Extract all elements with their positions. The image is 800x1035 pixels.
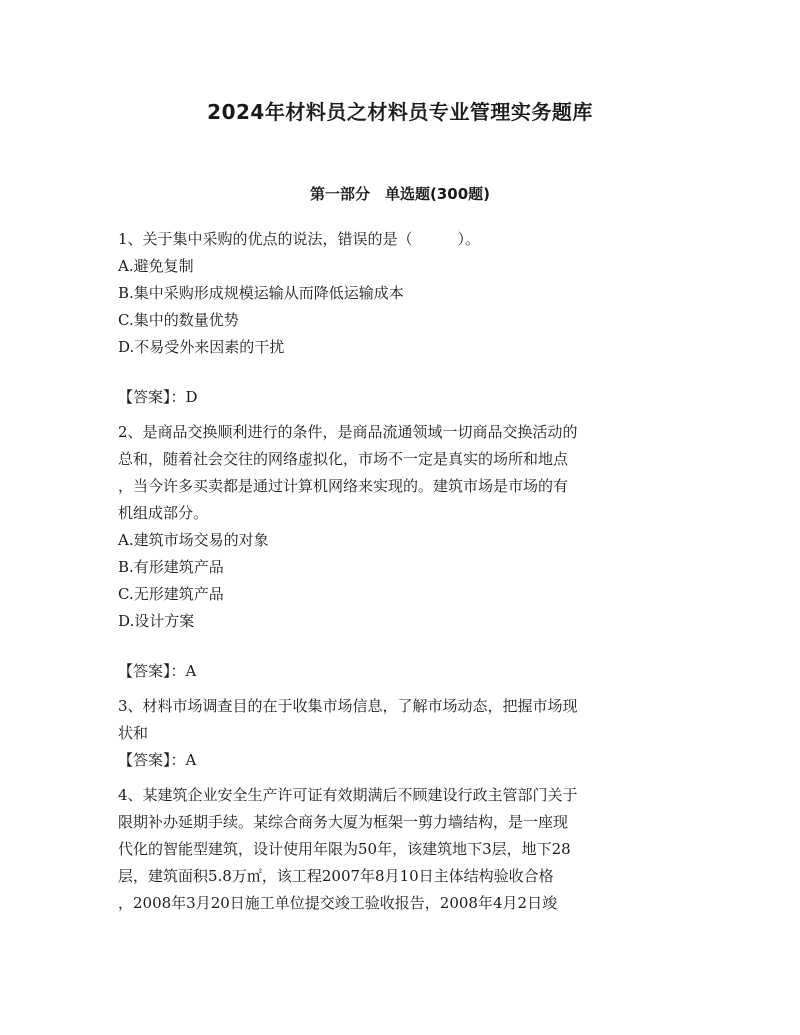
section-heading: 第一部分 单选题(300题)	[309, 185, 491, 203]
question-1	[118, 226, 684, 411]
question-2-option-c: C.无形建筑产品	[118, 585, 224, 603]
spacer	[118, 411, 684, 419]
question-3-stem-line-1: 3、材料市场调查目的在于收集市场信息，了解市场动态，把握市场现	[118, 697, 578, 715]
question-2-option-d: D.设计方案	[118, 612, 195, 630]
question-2-option-a: A.建筑市场交易的对象	[118, 531, 269, 549]
question-2	[118, 419, 684, 685]
question-2-stem-line-3: ，当今许多买卖都是通过计算机网络来实现的。建筑市场是市场的有	[118, 477, 569, 495]
question-2-option-b: B.有形建筑产品	[118, 558, 224, 576]
question-1-option-a: A.避免复制	[118, 257, 194, 275]
spacer	[118, 635, 684, 658]
question-2-stem-line-4: 机组成部分。	[118, 504, 209, 522]
question-1-stem: 1、关于集中采购的优点的说法，错误的是（ ）。	[118, 230, 481, 248]
question-2-stem-line-2: 总和，随着社会交往的网络虚拟化，市场不一定是真实的场所和地点	[118, 450, 569, 468]
spacer	[118, 361, 684, 384]
document-title: 2024年材料员之材料员专业管理实务题库	[207, 100, 593, 124]
question-3-stem-line-2: 状和	[118, 724, 149, 742]
question-4-stem-line-5: ，2008年3月20日施工单位提交竣工验收报告，2008年4月2日竣	[118, 894, 558, 912]
question-1-option-c: C.集中的数量优势	[118, 311, 239, 329]
question-2-stem-line-1: 2、是商品交换顺利进行的条件，是商品流通领域一切商品交换活动的	[118, 423, 578, 441]
question-4-stem-line-3: 代化的智能型建筑，设计使用年限为50年，该建筑地下3层，地下28	[118, 840, 571, 858]
question-list	[118, 226, 684, 917]
question-4-stem-line-2: 限期补办延期手续。某综合商务大厦为框架一剪力墙结构，是一座现	[118, 813, 569, 831]
spacer	[118, 685, 684, 693]
question-3	[118, 693, 684, 774]
question-4-stem-line-1: 4、某建筑企业安全生产许可证有效期满后不顾建设行政主管部门关于	[118, 786, 578, 804]
question-1-option-d: D.不易受外来因素的干扰	[118, 338, 285, 356]
question-1-option-b: B.集中采购形成规模运输从而降低运输成本	[118, 284, 404, 302]
question-3-answer: 【答案】：A	[118, 751, 197, 769]
question-4	[118, 782, 684, 917]
question-4-stem-line-4: 层，建筑面积5.8万㎡，该工程2007年8月10日主体结构验收合格	[118, 867, 554, 885]
question-2-answer: 【答案】：A	[118, 662, 197, 680]
spacer	[118, 774, 684, 782]
question-1-answer: 【答案】：D	[118, 388, 198, 406]
